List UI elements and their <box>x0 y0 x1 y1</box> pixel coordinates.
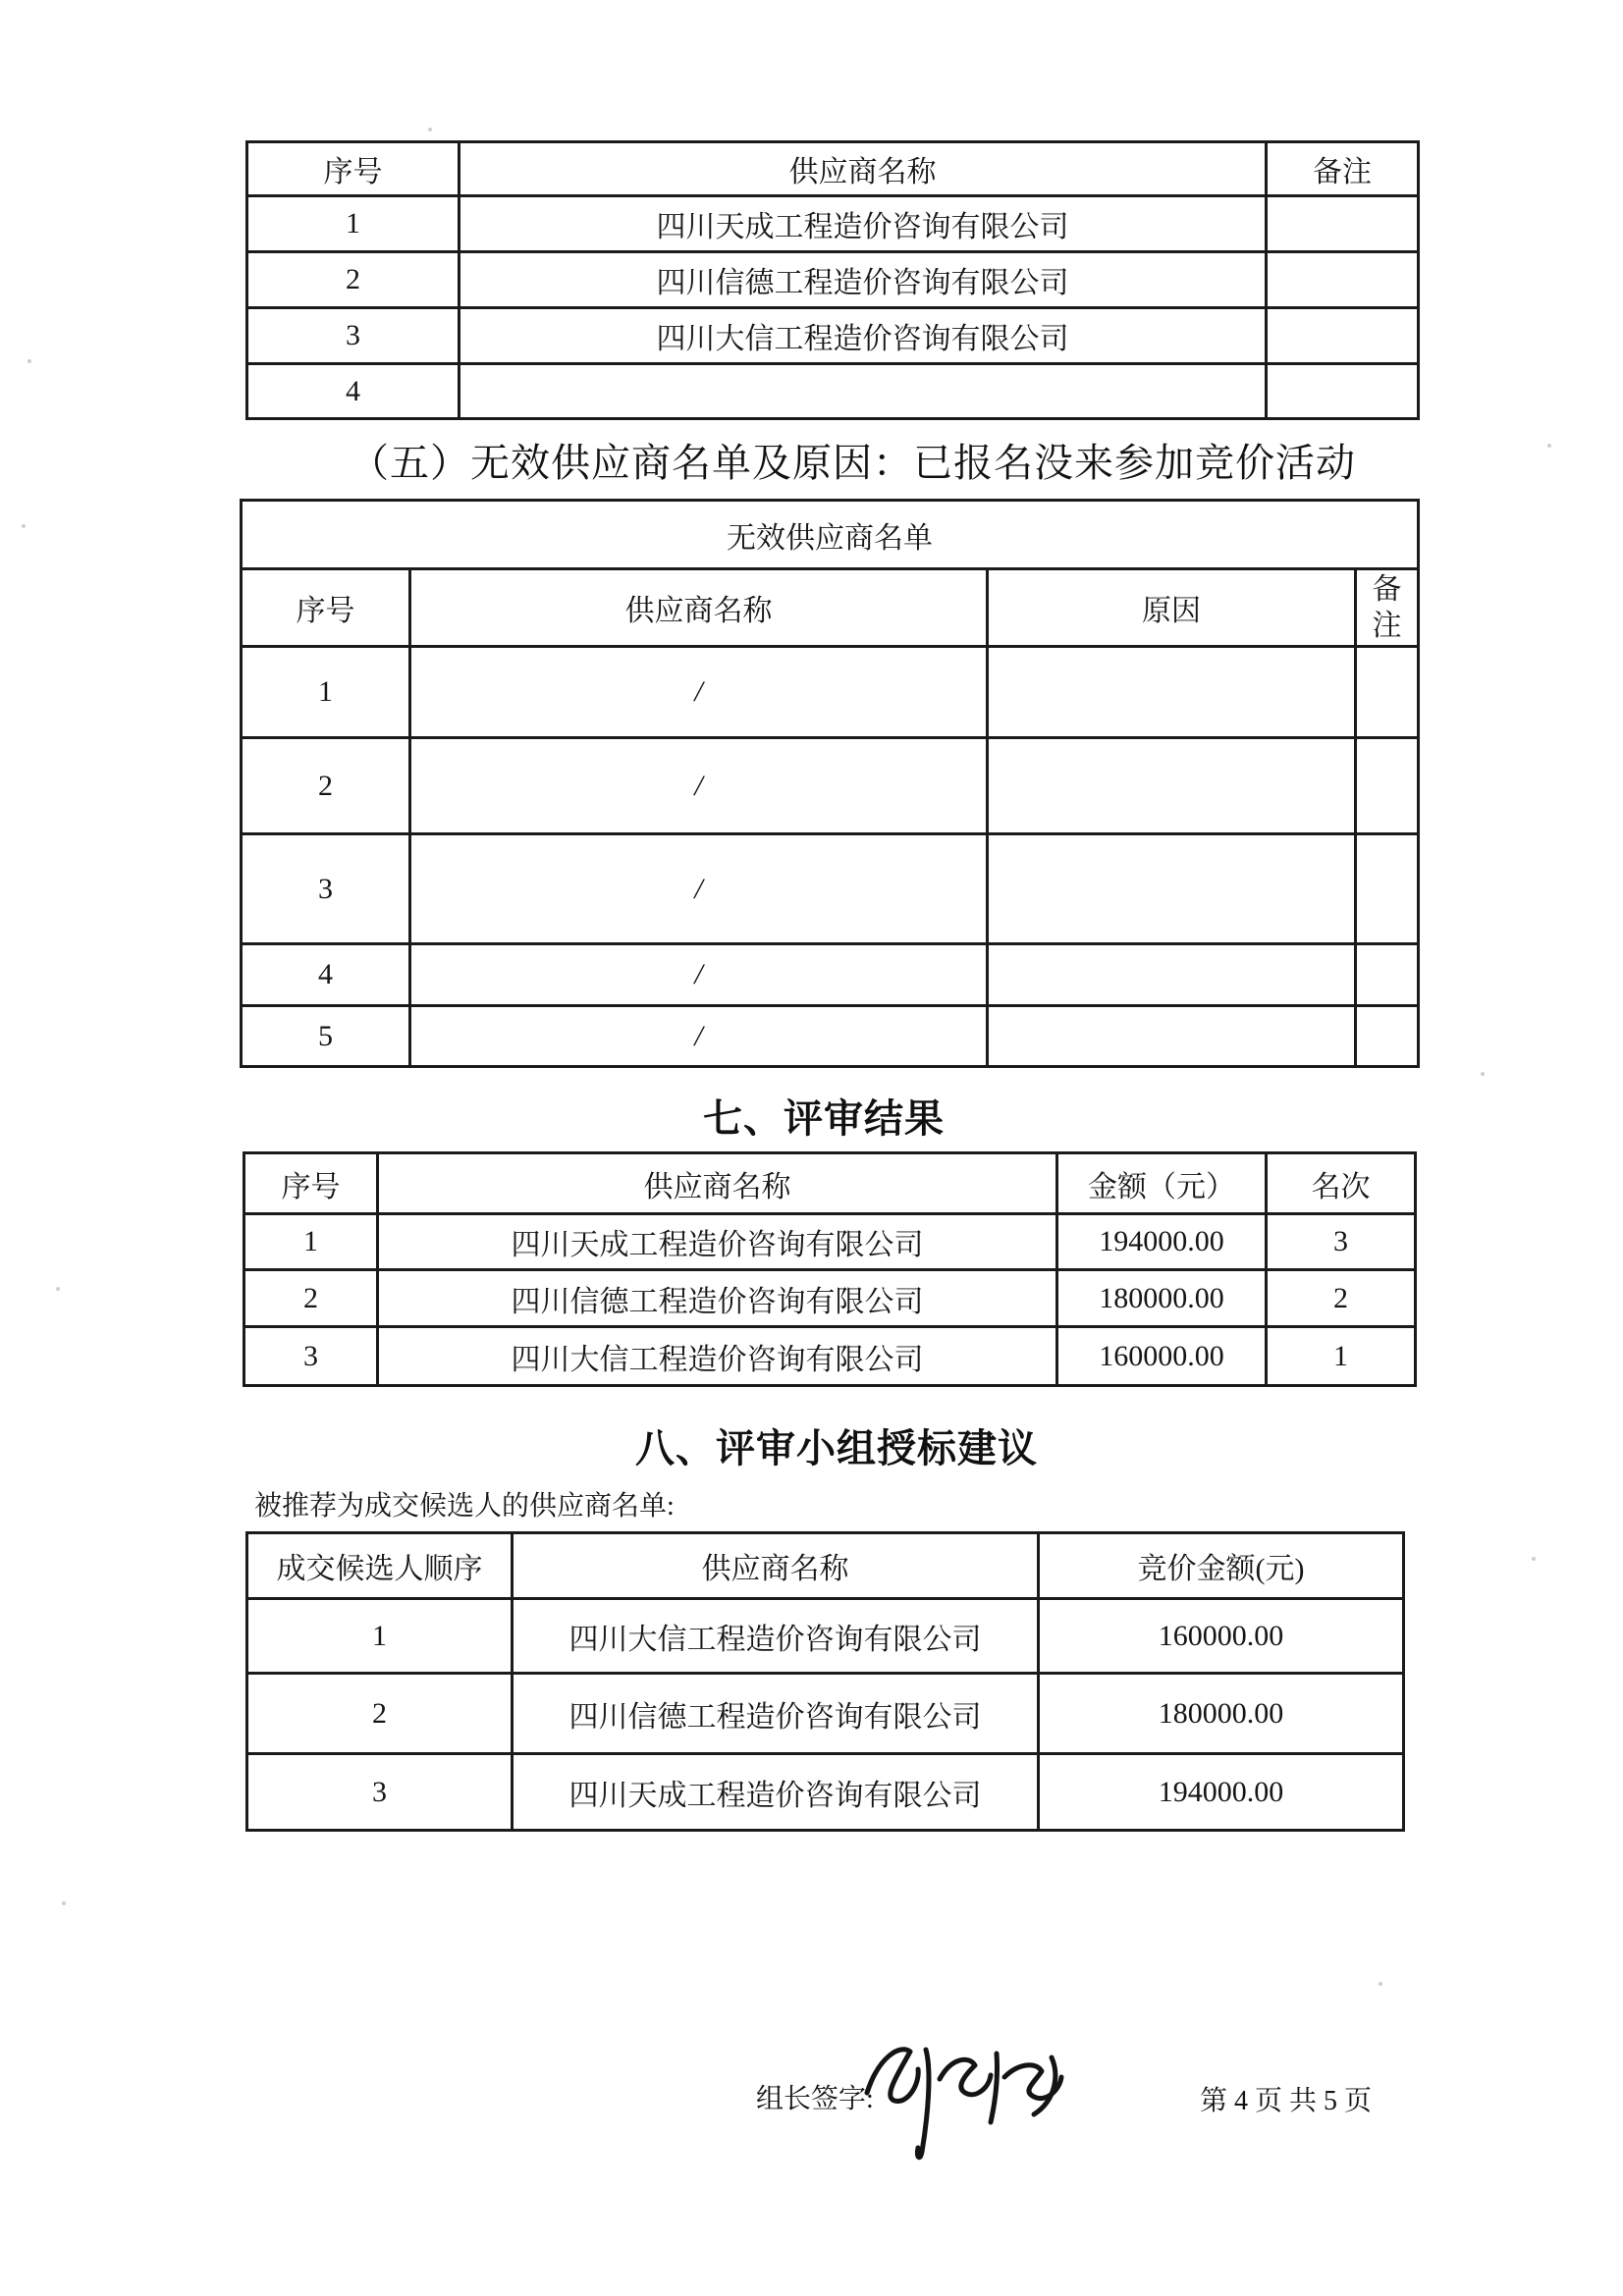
table-row <box>247 308 1419 364</box>
table-title-row <box>242 501 1419 569</box>
table-header-row <box>247 142 1419 196</box>
invalid-supplier-table <box>240 499 1420 1068</box>
col-header-remark <box>1356 569 1419 647</box>
cell-no: 5 <box>242 1006 410 1067</box>
table-row <box>242 647 1419 738</box>
scan-speck <box>56 1287 60 1291</box>
cell-supplier: 四川天成工程造价咨询有限公司 <box>513 1754 1039 1831</box>
cell-amount: 180000.00 <box>1039 1674 1404 1754</box>
scan-speck <box>62 1901 66 1905</box>
cell-remark <box>1267 196 1419 252</box>
cell-no: 4 <box>247 364 460 419</box>
remark-line-2: 注 <box>1372 610 1402 642</box>
col-header-supplier: 供应商名称 <box>513 1533 1039 1599</box>
cell-amount: 160000.00 <box>1057 1327 1267 1386</box>
cell-order: 1 <box>247 1599 513 1674</box>
cell-supplier: 四川天成工程造价咨询有限公司 <box>378 1214 1057 1270</box>
table-row <box>242 738 1419 834</box>
cell-amount: 180000.00 <box>1057 1270 1267 1327</box>
table-row <box>247 364 1419 419</box>
cell-amount: 194000.00 <box>1057 1214 1267 1270</box>
cell-supplier: 四川信德工程造价咨询有限公司 <box>513 1674 1039 1754</box>
scan-speck <box>1532 1557 1536 1561</box>
section-5-heading: （五）无效供应商名单及原因：已报名没来参加竞价活动 <box>350 441 1356 485</box>
cell-reason <box>988 738 1356 834</box>
table-header-row <box>244 1153 1416 1214</box>
col-header-no: 序号 <box>247 142 460 196</box>
page-indicator: 第 4 页 共 5 页 <box>1200 2086 1373 2116</box>
cell-supplier: / <box>410 944 988 1006</box>
scan-speck <box>27 359 31 363</box>
table-row <box>247 1754 1404 1831</box>
cell-remark <box>1267 364 1419 419</box>
table-row <box>244 1214 1416 1270</box>
cell-remark <box>1356 1006 1419 1067</box>
table-row <box>247 196 1419 252</box>
cell-remark <box>1356 647 1419 738</box>
cell-amount: 194000.00 <box>1039 1754 1404 1831</box>
col-header-supplier: 供应商名称 <box>410 569 988 647</box>
col-header-amount: 金额（元） <box>1057 1153 1267 1214</box>
table-header-row <box>242 569 1419 647</box>
cell-reason <box>988 834 1356 944</box>
section-7-heading: 七、评审结果 <box>703 1096 945 1141</box>
col-header-remark: 备注 <box>1267 142 1419 196</box>
cell-supplier: 四川大信工程造价咨询有限公司 <box>460 308 1267 364</box>
cell-supplier: / <box>410 647 988 738</box>
col-header-no: 序号 <box>244 1153 378 1214</box>
table-row <box>242 834 1419 944</box>
signature-scribble <box>849 2032 1080 2169</box>
cell-no: 2 <box>247 252 460 308</box>
table-title: 无效供应商名单 <box>242 501 1419 569</box>
col-header-no: 序号 <box>242 569 410 647</box>
col-header-supplier: 供应商名称 <box>460 142 1267 196</box>
cell-reason <box>988 647 1356 738</box>
cell-supplier: / <box>410 834 988 944</box>
scan-speck <box>1547 444 1551 448</box>
cell-supplier: 四川大信工程造价咨询有限公司 <box>378 1327 1057 1386</box>
cell-supplier: 四川大信工程造价咨询有限公司 <box>513 1599 1039 1674</box>
cell-supplier: 四川信德工程造价咨询有限公司 <box>378 1270 1057 1327</box>
cell-no: 4 <box>242 944 410 1006</box>
col-header-amount: 竞价金额(元) <box>1039 1533 1404 1599</box>
scan-speck <box>22 524 26 528</box>
cell-reason <box>988 1006 1356 1067</box>
table-row <box>247 252 1419 308</box>
supplier-table <box>245 140 1420 420</box>
cell-no: 1 <box>247 196 460 252</box>
col-header-reason: 原因 <box>988 569 1356 647</box>
cell-no: 3 <box>244 1327 378 1386</box>
cell-no: 2 <box>244 1270 378 1327</box>
cell-no: 3 <box>247 308 460 364</box>
table-row <box>242 944 1419 1006</box>
table-row <box>247 1674 1404 1754</box>
cell-rank: 1 <box>1267 1327 1416 1386</box>
scan-speck <box>1481 1072 1485 1076</box>
cell-no: 2 <box>242 738 410 834</box>
cell-supplier: 四川天成工程造价咨询有限公司 <box>460 196 1267 252</box>
cell-rank: 2 <box>1267 1270 1416 1327</box>
leader-signature-label: 组长签字: <box>756 2084 874 2114</box>
remark-line-1: 备 <box>1372 572 1402 606</box>
recommended-candidates-note: 被推荐为成交候选人的供应商名单: <box>254 1491 675 1522</box>
col-header-rank: 名次 <box>1267 1153 1416 1214</box>
cell-remark <box>1356 834 1419 944</box>
cell-reason <box>988 944 1356 1006</box>
cell-no: 1 <box>242 647 410 738</box>
cell-remark <box>1356 944 1419 1006</box>
cell-supplier <box>460 364 1267 419</box>
col-header-order: 成交候选人顺序 <box>247 1533 513 1599</box>
table-row <box>242 1006 1419 1067</box>
cell-remark <box>1267 308 1419 364</box>
cell-remark <box>1267 252 1419 308</box>
scan-speck <box>428 128 432 132</box>
scan-speck <box>1379 1982 1382 1986</box>
table-header-row <box>247 1533 1404 1599</box>
table-row <box>244 1270 1416 1327</box>
award-recommendation-table <box>245 1531 1405 1832</box>
table-row <box>244 1327 1416 1386</box>
cell-supplier: 四川信德工程造价咨询有限公司 <box>460 252 1267 308</box>
cell-rank: 3 <box>1267 1214 1416 1270</box>
cell-no: 3 <box>242 834 410 944</box>
evaluation-result-table <box>243 1151 1417 1387</box>
cell-order: 2 <box>247 1674 513 1754</box>
cell-order: 3 <box>247 1754 513 1831</box>
section-8-heading: 八、评审小组授标建议 <box>635 1426 1038 1470</box>
cell-supplier: / <box>410 1006 988 1067</box>
col-header-supplier: 供应商名称 <box>378 1153 1057 1214</box>
cell-remark <box>1356 738 1419 834</box>
table-row <box>247 1599 1404 1674</box>
cell-no: 1 <box>244 1214 378 1270</box>
cell-supplier: / <box>410 738 988 834</box>
cell-amount: 160000.00 <box>1039 1599 1404 1674</box>
